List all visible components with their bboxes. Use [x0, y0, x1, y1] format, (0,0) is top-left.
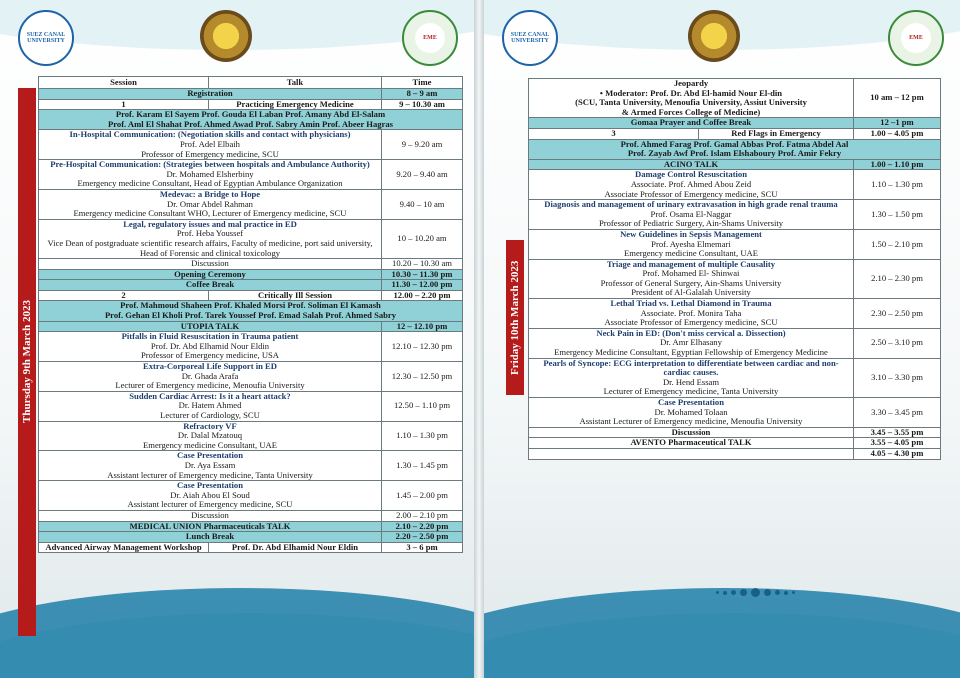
talk-cell	[529, 259, 854, 298]
talk-title: Medevac: a Bridge to Hope	[159, 189, 261, 199]
eme-logo	[402, 10, 458, 66]
chairpersons	[529, 139, 941, 159]
seal-logo	[200, 10, 252, 62]
left-page	[0, 0, 474, 678]
table-row	[39, 321, 463, 332]
talk-cell	[529, 200, 854, 230]
row-title: Gomaa Prayer and Coffee Break	[529, 118, 854, 129]
table-row	[39, 110, 463, 130]
table-row	[39, 362, 463, 392]
table-row	[39, 451, 463, 481]
talk-time: 2.10 – 2.30 pm	[854, 259, 941, 298]
talk-title: Neck Pain in ED: (Don't miss cervical a. Dissection)	[596, 328, 786, 338]
talk-cell	[529, 328, 854, 358]
talk-line: Professor of Pediatric Surgery, Ain-Shams University	[598, 218, 784, 229]
talk-line: (SCU, Tanta University, Menoufia University, Assiut University	[575, 97, 807, 108]
talk-line: Lecturer of Cardiology, SCU	[160, 410, 260, 420]
indicator-dot	[723, 591, 727, 595]
table-row	[529, 159, 941, 170]
table-header-row	[39, 77, 463, 89]
talk-line: Assistant Lecturer of Emergency medicine, Menoufia University	[579, 416, 803, 427]
university-logo	[18, 10, 74, 66]
row-title: Coffee Break	[39, 280, 382, 291]
row-title: AVENTO Pharmaceutical TALK	[529, 438, 854, 449]
talk-line: Dr. Dalal Mzatouq	[177, 430, 243, 441]
indicator-dot	[764, 589, 771, 596]
talk-time: 2.30 – 2.50 pm	[854, 299, 941, 329]
indicator-dot	[751, 588, 760, 597]
workshop-time: 3 – 6 pm	[382, 542, 463, 553]
talk-line: Associate Professor of Emergency medicine, SCU	[604, 317, 778, 328]
talk-cell	[39, 130, 382, 160]
table-row	[529, 427, 941, 438]
talk-line: Dr. Aya Essam	[184, 459, 236, 470]
table-row	[39, 130, 463, 160]
talk-line: Professor of Emergency medicine, SCU	[141, 148, 279, 159]
talk-line: Prof. Dr. Abd Elhamid Nour Eldin	[150, 340, 270, 351]
row-time: 10.30 – 11.30 pm	[382, 269, 463, 280]
row-time: 4.05 – 4.30 pm	[854, 448, 941, 459]
table-row	[39, 510, 463, 521]
table-row	[39, 391, 463, 421]
row-time: 11.30 – 12.00 pm	[382, 280, 463, 291]
talk-line: Lecturer of Emergency medicine, Menoufia University	[115, 380, 305, 391]
talk-line: Emergency medicine Consultant WHO, Lecturer of Emergency medicine, SCU	[73, 208, 347, 219]
talk-line: Professor of Emergency medicine, USA	[140, 350, 280, 361]
talk-line: Dr. Hend Essam	[662, 376, 720, 387]
table-row	[39, 332, 463, 362]
talk-title: Case Presentation	[177, 480, 243, 491]
talk-line: Prof. Heba Youssef	[176, 228, 244, 239]
talk-line: Dr. Aiah Abou El Soud	[170, 489, 250, 500]
chairperson-line: Prof. Ahmed Farag Prof. Gamal Abbas Prof. Fatma Abdel Aal	[620, 139, 849, 149]
talk-cell	[39, 421, 382, 451]
talk-title: Case Presentation	[658, 397, 724, 407]
table-row	[529, 128, 941, 139]
talk-cell	[39, 481, 382, 511]
table-row	[39, 189, 463, 219]
row-title: Discussion	[529, 427, 854, 438]
talk-time: 9 – 9.20 am	[382, 130, 463, 160]
talk-line: Emergency Medicine Consultant, Egyptian Fellowship of Emergency Medicine	[554, 347, 828, 358]
talk-line: Dr. Mohamed Elsherbiny	[166, 168, 254, 179]
talk-time: 10 – 10.20 am	[382, 219, 463, 258]
talk-time: 1.50 – 2.10 pm	[854, 229, 941, 259]
talk-line: Emergency medicine Consultant, UAE	[624, 248, 758, 259]
talk-time: 12.50 – 1.10 pm	[382, 391, 463, 421]
talk-line: Dr. Hatem Ahmed	[178, 400, 242, 411]
day-label-text: Friday 10th March 2023	[509, 260, 521, 375]
talk-time: 1.10 – 1.30 pm	[854, 170, 941, 200]
talk-time: 1.10 – 1.30 pm	[382, 421, 463, 451]
row-time: 12 – 12.10 pm	[382, 321, 463, 332]
talk-title: Sudden Cardiac Arrest: Is it a heart attack?	[129, 391, 291, 401]
talk-title: Extra-Corporeal Life Support in ED	[142, 361, 277, 372]
talk-time: 3.30 – 3.45 pm	[854, 398, 941, 428]
session-number: 1	[39, 99, 209, 110]
talk-line: • Moderator: Prof. Dr. Abd El-hamid Nour El-din	[599, 87, 783, 98]
table-row	[39, 532, 463, 543]
talk-line: Prof. Adel Elbaih	[180, 138, 240, 149]
table-row	[39, 301, 463, 321]
table-row	[529, 299, 941, 329]
talk-time: 2.50 – 3.10 pm	[854, 328, 941, 358]
row-time: 10.20 – 10.30 am	[382, 259, 463, 270]
talk-title: Triage and management of multiple Causality	[606, 259, 776, 269]
chairperson-line: Prof. Zayab Awf Prof. Islam Elshaboury Prof. Amir Fekry	[627, 148, 842, 159]
table-row	[39, 219, 463, 258]
talk-cell	[529, 170, 854, 200]
table-row	[529, 259, 941, 298]
university-logo-text: SUEZ CANAL UNIVERSITY	[510, 32, 550, 44]
talk-line: Dr. Mohamed Tolaan	[654, 406, 728, 417]
eme-logo	[888, 10, 944, 66]
talk-line: Dr. Amr Elhasany	[660, 337, 722, 348]
indicator-dot	[731, 590, 736, 595]
university-logo-text: SUEZ CANAL UNIVERSITY	[26, 32, 66, 44]
session-title: Red Flags in Emergency	[699, 128, 854, 139]
row-title: Registration	[39, 89, 382, 100]
right-page	[484, 0, 960, 678]
talk-cell	[39, 362, 382, 392]
seal-logo	[688, 10, 740, 62]
table-row	[529, 79, 941, 118]
talk-cell	[529, 79, 854, 118]
table-row	[39, 481, 463, 511]
talk-line: President of Al-Galalah University	[631, 287, 751, 298]
chairperson-line: Prof. Aml El Shahat Prof. Ahmed Awad Prof. Sabry Amin Prof. Abeer Hagras	[107, 118, 394, 129]
table-row	[529, 438, 941, 449]
talk-title: New Guidelines in Sepsis Management	[620, 229, 762, 239]
session-number: 3	[529, 128, 699, 139]
talk-cell	[529, 229, 854, 259]
table-row	[529, 398, 941, 428]
talk-line: Professor of General Surgery, Ain-Shams University	[600, 277, 782, 288]
day-label-friday	[506, 240, 524, 395]
talk-line: Emergency medicine Consultant, Head of Egyptian Ambulance Organization	[77, 178, 343, 189]
table-row	[529, 229, 941, 259]
table-row	[39, 259, 463, 270]
row-title	[529, 448, 854, 459]
table-row	[529, 170, 941, 200]
session-title: Practicing Emergency Medicine	[209, 99, 382, 110]
session-time: 1.00 – 4.05 pm	[854, 128, 941, 139]
row-time: 1.00 – 1.10 pm	[854, 159, 941, 170]
talk-time: 1.45 – 2.00 pm	[382, 481, 463, 511]
talk-line: Dr. Omar Abdel Rahman	[167, 198, 253, 209]
talk-line: Emergency medicine Consultant, UAE	[143, 439, 277, 450]
talk-title: Jeopardy	[673, 78, 709, 88]
row-time: 2.10 – 2.20 pm	[382, 521, 463, 532]
workshop-title: Advanced Airway Management Workshop	[39, 542, 209, 553]
row-title: Lunch Break	[39, 532, 382, 543]
table-row	[39, 280, 463, 291]
talk-cell	[39, 189, 382, 219]
table-row	[39, 89, 463, 100]
table-row	[39, 160, 463, 190]
page-indicator	[716, 588, 795, 597]
talk-line: Prof. Mohamed El- Shinwai	[642, 268, 740, 279]
workshop-speaker: Prof. Dr. Abd Elhamid Nour Eldin	[209, 542, 382, 553]
university-logo	[502, 10, 558, 66]
row-time: 3.45 – 3.55 pm	[854, 427, 941, 438]
talk-line: Lecturer of Emergency medicine, Tanta University	[603, 386, 779, 397]
day-label-text: Thursday 9th March 2023	[21, 300, 33, 424]
talk-line: Assistant lecturer of Emergency medicine, SCU	[127, 499, 293, 510]
table-row	[529, 200, 941, 230]
talk-title: Pre-Hospital Communication: (Strategies between hospitals and Ambulance Authority)	[50, 159, 370, 170]
talk-time: 12.10 – 12.30 pm	[382, 332, 463, 362]
chairpersons	[39, 301, 463, 321]
table-row	[39, 99, 463, 110]
talk-cell	[529, 398, 854, 428]
indicator-dot	[775, 590, 780, 595]
table-row	[529, 358, 941, 397]
col-header-talk: Talk	[209, 77, 382, 89]
talk-line: & Armed Forces College of Medicine)	[621, 106, 761, 117]
table-row	[529, 448, 941, 459]
row-time: 3.55 – 4.05 pm	[854, 438, 941, 449]
chairperson-line: Prof. Gehan El Kholi Prof. Tarek Youssef Prof. Emad Salah Prof. Ahmed Sabry	[104, 310, 397, 321]
table-row	[39, 542, 463, 553]
talk-title: Case Presentation	[177, 450, 243, 461]
table-row	[39, 521, 463, 532]
session-title: Critically Ill Session	[209, 290, 382, 301]
eme-logo-text: EME	[423, 35, 437, 41]
talk-line: Dr. Ghada Arafa	[181, 370, 239, 381]
talk-time: 1.30 – 1.50 pm	[854, 200, 941, 230]
talk-line: Associate. Prof. Ahmed Abou Zeid	[630, 178, 752, 189]
talk-cell	[529, 299, 854, 329]
talk-time: 1.30 – 1.45 pm	[382, 451, 463, 481]
talk-cell	[39, 160, 382, 190]
session-time: 9 – 10.30 am	[382, 99, 463, 110]
talk-time: 10 am – 12 pm	[854, 79, 941, 118]
talk-line: Prof. Osama El-Naggar	[650, 208, 732, 219]
talk-cell	[39, 332, 382, 362]
day-label-thursday	[18, 88, 36, 636]
talk-time: 9.20 – 9.40 am	[382, 160, 463, 190]
decorative-wave	[484, 588, 960, 678]
indicator-dot	[740, 589, 747, 596]
talk-title: Damage Control Resuscitation	[634, 169, 748, 180]
talk-cell	[529, 358, 854, 397]
talk-time: 9.40 – 10 am	[382, 189, 463, 219]
table-row	[39, 290, 463, 301]
row-time: 8 – 9 am	[382, 89, 463, 100]
chairperson-line: Prof. Karam El Sayem Prof. Gouda El Laban Prof. Amany Abd El-Salam	[115, 109, 386, 120]
talk-title: Refractory VF	[183, 421, 237, 431]
talk-title: Pearls of Syncope: ECG interpretation to differentiate between cardiac and non-cardiac causes.	[543, 358, 839, 378]
talk-line: Associate. Prof. Monira Taha	[640, 307, 742, 318]
indicator-dot	[716, 591, 719, 594]
talk-cell	[39, 219, 382, 258]
talk-title: Lethal Triad vs. Lethal Diamond in Trauma	[610, 298, 772, 309]
session-time: 12.00 – 2.20 pm	[382, 290, 463, 301]
talk-title: Legal, regulatory issues and mal practice in ED	[123, 219, 297, 229]
talk-title: Diagnosis and management of urinary extravasation in high grade renal trauma	[544, 199, 838, 210]
chairperson-line: Prof. Mahmoud Shaheen Prof. Khaled Morsi Prof. Soliman El Kamash	[120, 300, 381, 311]
table-row	[39, 421, 463, 451]
talk-title: In-Hospital Communication: (Negotiation skills and contact with physicians)	[69, 129, 351, 140]
talk-line: Associate Professor of Emergency medicine, SCU	[604, 188, 778, 199]
table-row	[529, 328, 941, 358]
session-number: 2	[39, 290, 209, 301]
row-title: UTOPIA TALK	[39, 321, 382, 332]
table-row	[529, 139, 941, 159]
row-title: Discussion	[39, 259, 382, 270]
page-fold	[474, 0, 484, 678]
row-time: 2.00 – 2.10 pm	[382, 510, 463, 521]
row-title: MEDICAL UNION Pharmaceuticals TALK	[39, 521, 382, 532]
talk-line: Prof. Ayesha Elmemari	[651, 238, 731, 249]
indicator-dot	[792, 591, 795, 594]
indicator-dot	[784, 591, 788, 595]
table-row	[39, 269, 463, 280]
talk-time: 3.10 – 3.30 pm	[854, 358, 941, 397]
row-title: Discussion	[39, 510, 382, 521]
chairpersons	[39, 110, 463, 130]
talk-line: Assistant lecturer of Emergency medicine, Tanta University	[107, 469, 313, 480]
talk-cell	[39, 451, 382, 481]
talk-line: Vice Dean of postgraduate scientific research affairs, Faculty of medicine, port said university, Head of Forensic and clinical toxicology	[47, 237, 373, 258]
talk-title: Pitfalls in Fluid Resuscitation in Trauma patient	[121, 331, 299, 342]
eme-logo-text: EME	[909, 35, 923, 41]
talk-time: 12.30 – 12.50 pm	[382, 362, 463, 392]
col-header-time: Time	[382, 77, 463, 89]
col-header-session: Session	[39, 77, 209, 89]
row-time: 12 –1 pm	[854, 118, 941, 129]
row-title: ACINO TALK	[529, 159, 854, 170]
row-title: Opening Ceremony	[39, 269, 382, 280]
row-time: 2.20 – 2.50 pm	[382, 532, 463, 543]
table-row	[529, 118, 941, 129]
talk-cell	[39, 391, 382, 421]
schedule-table-thursday	[38, 76, 463, 553]
decorative-wave	[0, 588, 474, 678]
schedule-table-friday	[528, 78, 941, 460]
